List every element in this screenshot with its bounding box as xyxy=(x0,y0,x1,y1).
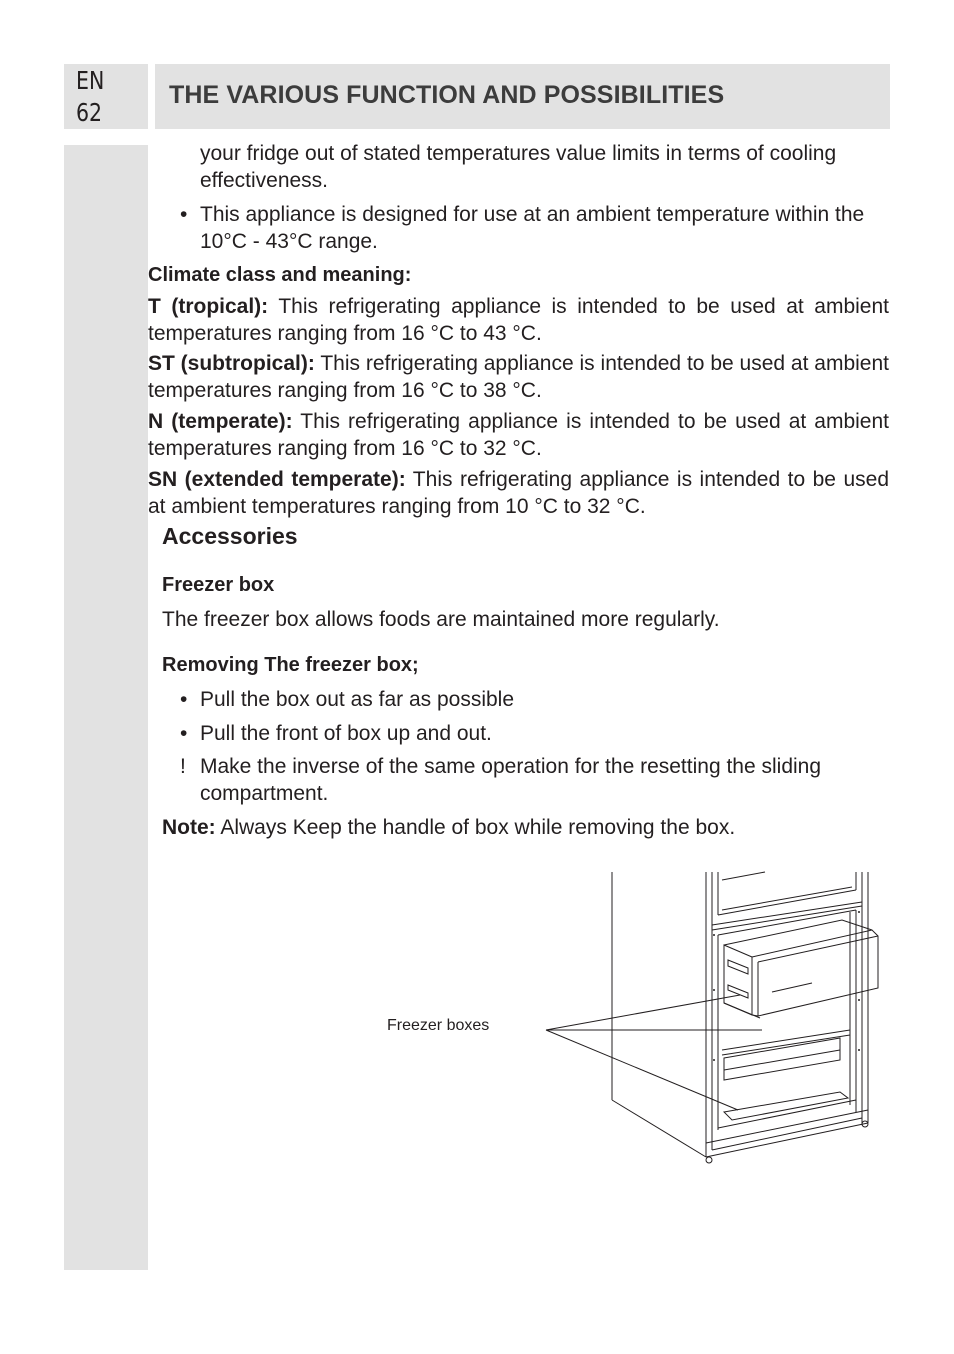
callout-lines xyxy=(546,995,762,1110)
step-item: Pull the front of box up and out. xyxy=(200,722,492,745)
climate-class-n xyxy=(148,408,889,462)
note xyxy=(162,814,735,841)
climate-class-label: T (tropical): xyxy=(148,295,269,318)
upper-compartment xyxy=(712,872,862,930)
page-number: 62 xyxy=(76,98,103,127)
upper-drawer xyxy=(724,920,878,1018)
step-item: Pull the box out as far as possible xyxy=(200,688,515,711)
accessories-heading: Accessories xyxy=(162,523,298,549)
freezer-compartment xyxy=(718,910,856,1130)
note-label: Note: xyxy=(162,816,216,839)
compartment-shelves xyxy=(722,1030,850,1120)
climate-class-st xyxy=(148,350,889,404)
climate-class-label: N (temperate): xyxy=(148,410,293,433)
climate-class-text: This refrigerating appliance is intended to be used at ambient temperatures ranging from 10 °C to 32 °C. xyxy=(148,468,889,518)
climate-class-text: This refrigerating appliance is intended to be used at ambient temperatures ranging from 16 °C to 32 °C. xyxy=(148,410,889,460)
climate-class-sn xyxy=(148,466,889,520)
page-tab xyxy=(64,64,148,129)
climate-class-t xyxy=(148,293,889,347)
bullet-marker: • xyxy=(180,688,188,711)
climate-class-label: ST (subtropical): xyxy=(148,352,315,375)
cabinet-feet xyxy=(706,1121,868,1163)
freezer-box-heading: Freezer box xyxy=(162,574,275,596)
side-margin-bar xyxy=(64,145,148,1270)
climate-heading: Climate class and meaning: xyxy=(148,264,412,286)
warning-text: Make the inverse of the same operation for the resetting the sliding compartment. xyxy=(200,755,822,805)
figure-label: Freezer boxes xyxy=(387,1017,490,1034)
cabinet-side xyxy=(612,872,706,1157)
freezer-drawer-illustration xyxy=(540,865,885,1165)
section-header xyxy=(155,64,890,129)
freezer-box-text: The freezer box allows foods are maintained more regularly. xyxy=(162,608,720,631)
removing-heading: Removing The freezer box; xyxy=(162,654,419,676)
note-text: Always Keep the handle of box while removing the box. xyxy=(215,816,736,839)
language-code: EN xyxy=(76,66,105,95)
intro-continued-text: your fridge out of stated temperatures value limits in terms of cooling effectiveness. xyxy=(200,142,837,192)
climate-class-text: This refrigerating appliance is intended to be used at ambient temperatures ranging from 16 °C to 38 °C. xyxy=(148,352,889,402)
bullet-marker: • xyxy=(180,203,188,226)
section-title: THE VARIOUS FUNCTION AND POSSIBILITIES xyxy=(169,81,725,109)
warning-marker: ! xyxy=(180,755,186,778)
bullet-marker: • xyxy=(180,722,188,745)
climate-class-label: SN (extended temperate): xyxy=(148,468,406,491)
climate-class-text: This refrigerating appliance is intended to be used at ambient temperatures ranging from 16 °C to 43 °C. xyxy=(148,295,889,345)
ambient-temperature-bullet: This appliance is designed for use at an ambient temperature within the 10°C - 43°C range. xyxy=(200,203,865,253)
